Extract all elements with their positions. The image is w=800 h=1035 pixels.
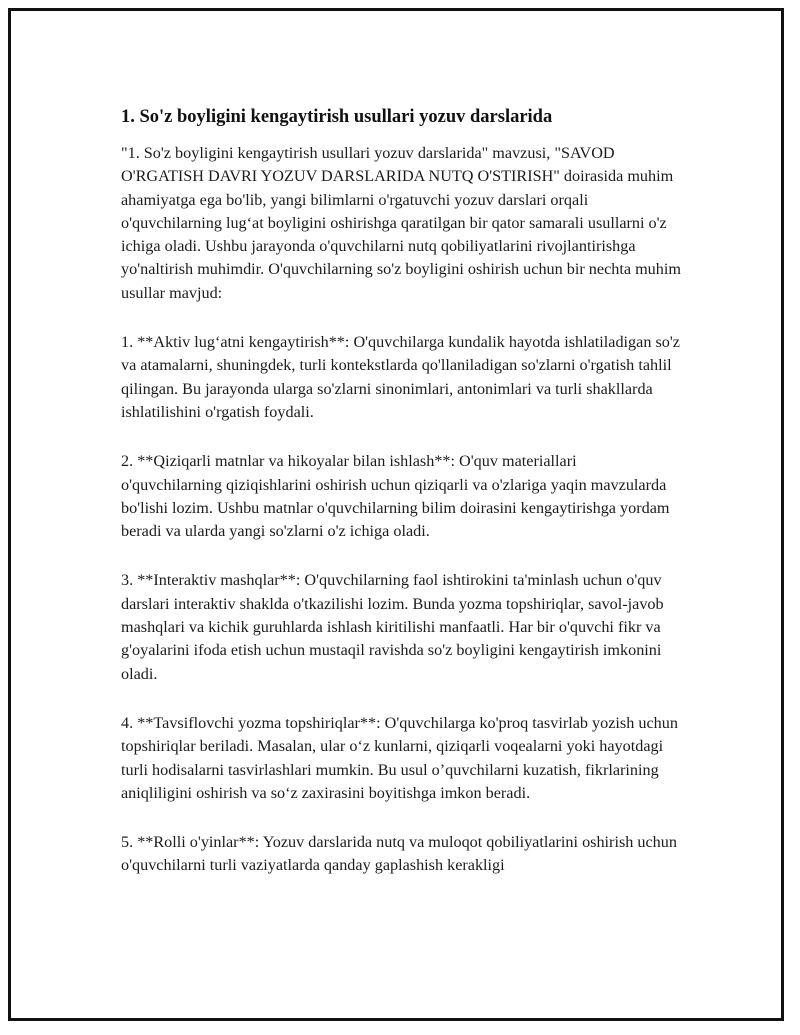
method-3-paragraph: 3. **Interaktiv mashqlar**: O'quvchilarning faol ishtirokini ta'minlash uchun o'quv darslari interaktiv shaklda o'tkazilishi lozim. Bunda yozma topshiriqlar, savol-javob mashqlari va kichik guruhlarda ishlash kiritilishi manfaatli. Har bir o'quvchi fikr va g'oyalarini ifoda etish uchun mustaqil ravishda so'z boyligini kengaytirish imkonini oladi. — [121, 571, 664, 683]
method-2-paragraph: 2. **Qiziqarli matnlar va hikoyalar bilan ishlash**: O'quv materiallari o'quvchilarning qiziqishlarini oshirish uchun qiziqarli va o'zlariga yaqin mavzularda bo'lishi lozim. Ushbu matnlar o'quvchilarning bilim doirasini kengaytirishga yordam beradi va ularda yangi so'zlarni o'z ichiga oladi. — [121, 452, 670, 541]
method-5-paragraph: 5. **Rolli o'yinlar**: Yozuv darslarida nutq va muloqot qobiliyatlarini oshirish uchun o'quvchilarni turli vaziyatlarda qanday gaplashish kerakligi — [121, 833, 677, 875]
intro-paragraph: "1. So'z boyligini kengaytirish usullari yozuv darslarida" mavzusi, "SAVOD O'RGATISH DAVRI YOZUV DARSLARIDA NUTQ O'STIRISH" doirasida muhim ahamiyatga ega bo'lib, yangi bilimlarni o'rgatuvchi yozuv darslari orqali o'quvchilarning lug‘at boyligini oshirishga qaratilgan bir qator samarali usullarni o'z ichiga oladi. Ushbu jarayonda o'quvchilarni nutq qobiliyatlarini rivojlantirishga yo'naltirish muhimdir. O'quvchilarning so'z boyligini oshirish uchun bir nechta muhim usullar mavjud: — [121, 144, 681, 302]
method-1-paragraph: 1. **Aktiv lug‘atni kengaytirish**: O'quvchilarga kundalik hayotda ishlatiladigan so'z va atamalarni, shuningdek, turli kontekstlarda qo'llaniladigan so'zlarni o'rgatish tahlil qilingan. Bu jarayonda ularga so'zlarni sinonimlari, antonimlari va turli shakllarda ishlatilishini o'rgatish foydali. — [121, 333, 680, 421]
document-body — [121, 106, 681, 878]
page-frame — [8, 8, 784, 1021]
method-4-paragraph: 4. **Tavsiflovchi yozma topshiriqlar**: O'quvchilarga ko'proq tasvirlab yozish uchun topshiriqlar beriladi. Masalan, ular o‘z kunlarni, qiziqarli voqealarni yoki hayotdagi turli hodisalarni tasvirlashlari mumkin. Bu usul o’quvchilarni kuzatish, fikrlarining aniqliligini oshirish va so‘z zaxirasini boyitishga imkon beradi. — [121, 713, 678, 802]
section-heading: 1. So'z boyligini kengaytirish usullari yozuv darslarida — [121, 107, 553, 127]
